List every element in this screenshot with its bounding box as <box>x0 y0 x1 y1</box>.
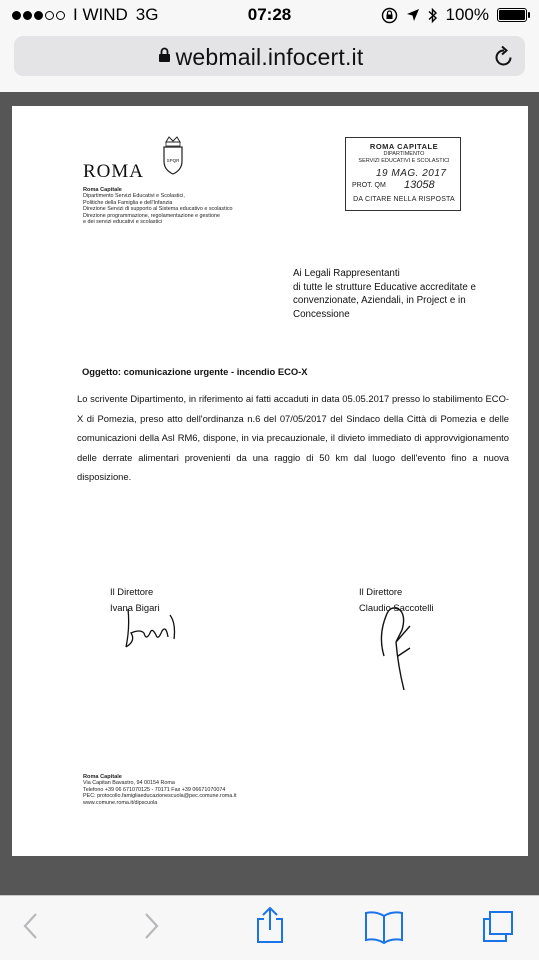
document-page <box>12 106 528 856</box>
battery-level <box>499 10 525 20</box>
recipient-line: Ai Legali Rappresentanti <box>293 268 400 279</box>
recipient-line: Concessione <box>293 308 350 320</box>
share-icon[interactable] <box>254 906 286 944</box>
bluetooth-icon <box>428 7 438 24</box>
stamp-prot-number: 13058 <box>404 179 435 191</box>
browser-toolbar <box>0 895 539 960</box>
recipients-block <box>293 267 523 321</box>
reload-icon[interactable] <box>493 44 515 68</box>
protocol-stamp <box>345 137 461 211</box>
location-arrow-icon <box>406 8 420 22</box>
dept-line: Roma Capitale <box>83 187 122 193</box>
footer-line: PEC: protocollo.famigliaeducazionescuola@pec.comune.roma.it <box>83 793 237 800</box>
stamp-title: ROMA CAPITALE <box>369 142 439 151</box>
recipient-line: di tutte le strutture Educative accreditate e <box>293 281 476 293</box>
book-icon[interactable] <box>364 910 404 944</box>
web-content[interactable] <box>0 92 539 895</box>
tabs-icon[interactable] <box>480 910 516 944</box>
back-icon[interactable] <box>20 910 42 942</box>
stamp-footer: DA CITARE NELLA RISPOSTA <box>353 196 455 203</box>
network-type: 3G <box>135 5 159 24</box>
footer-line: Roma Capitale <box>83 774 122 780</box>
status-time: 07:28 <box>247 5 292 24</box>
signature-title: Il Direttore <box>359 586 403 597</box>
stamp-sub-line: DIPARTIMENTO <box>383 151 425 157</box>
signature-name: Claudio Saccotelli <box>359 602 434 613</box>
stamp-prot-label: PROT. QM <box>352 182 386 189</box>
carrier-name: I WIND <box>73 5 128 24</box>
roma-crest-icon <box>162 136 184 176</box>
stamp-subtitle <box>346 151 462 164</box>
dept-line: e dei servizi educativi e scolastici <box>83 219 163 226</box>
handwritten-signature-right <box>376 586 426 696</box>
subject-line: Oggetto: comunicazione urgente - incendio ECO-X <box>82 366 308 377</box>
recipient-line: convenzionate, Aziendali, in Project e in <box>293 295 466 306</box>
forward-icon[interactable] <box>140 910 162 942</box>
url-text: webmail.infocert.it <box>175 44 364 70</box>
department-header <box>83 187 283 225</box>
stamp-sub-line: SERVIZI EDUCATIVI E SCOLASTICI <box>358 157 450 164</box>
battery-percent: 100% <box>445 5 489 24</box>
dept-line: Dipartimento Servizi Educativi e Scolastici, <box>83 193 185 200</box>
footer-line: Via Capitan Bavastro, 94 00154 Roma <box>83 780 175 787</box>
rotation-lock-icon <box>381 7 398 24</box>
document-footer <box>83 774 343 806</box>
dept-line: Direzione programmazione, regolamentazione e gestione <box>83 212 220 219</box>
status-right <box>381 5 527 25</box>
roma-logo-text: ROMA <box>83 161 145 182</box>
svg-text:SPQR: SPQR <box>166 158 180 163</box>
footer-line: www.comune.roma.it/dipscuola <box>83 799 158 806</box>
dept-line: Politiche della Famiglia e dell'Infanzia <box>83 199 173 206</box>
dept-line: Direzione Servizi di supporto al Sistema educativo e scolastico <box>83 206 233 213</box>
footer-line: Telefono +39 06 671070125 - 70171 Fax +39 06671070074 <box>83 786 226 793</box>
address-bar[interactable] <box>14 36 525 76</box>
body-paragraph: Lo scrivente Dipartimento, in riferimento ai fatti accaduti in data 05.05.2017 presso lo stabilimento ECO-X di Pomezia, preso atto dell'ordinanza n.6 del 07/05/2017 del Sindaco della Città di Pomezia e delle comunicazioni della Asl RM6, dispone, in via precauzionale, il divieto immediato di approvvigionamento delle derrate alimentari provenienti da una raggio di 50 km dal luogo dell'evento fino a nuova disposizione. <box>77 393 509 483</box>
status-bar <box>0 0 539 30</box>
stamp-date: 19 MAG. 2017 <box>376 168 447 179</box>
handwritten-signature-left <box>116 603 186 653</box>
signature-name: Ivana Bigari <box>110 602 160 613</box>
signature-title: Il Direttore <box>110 586 154 597</box>
battery-icon <box>497 8 527 22</box>
